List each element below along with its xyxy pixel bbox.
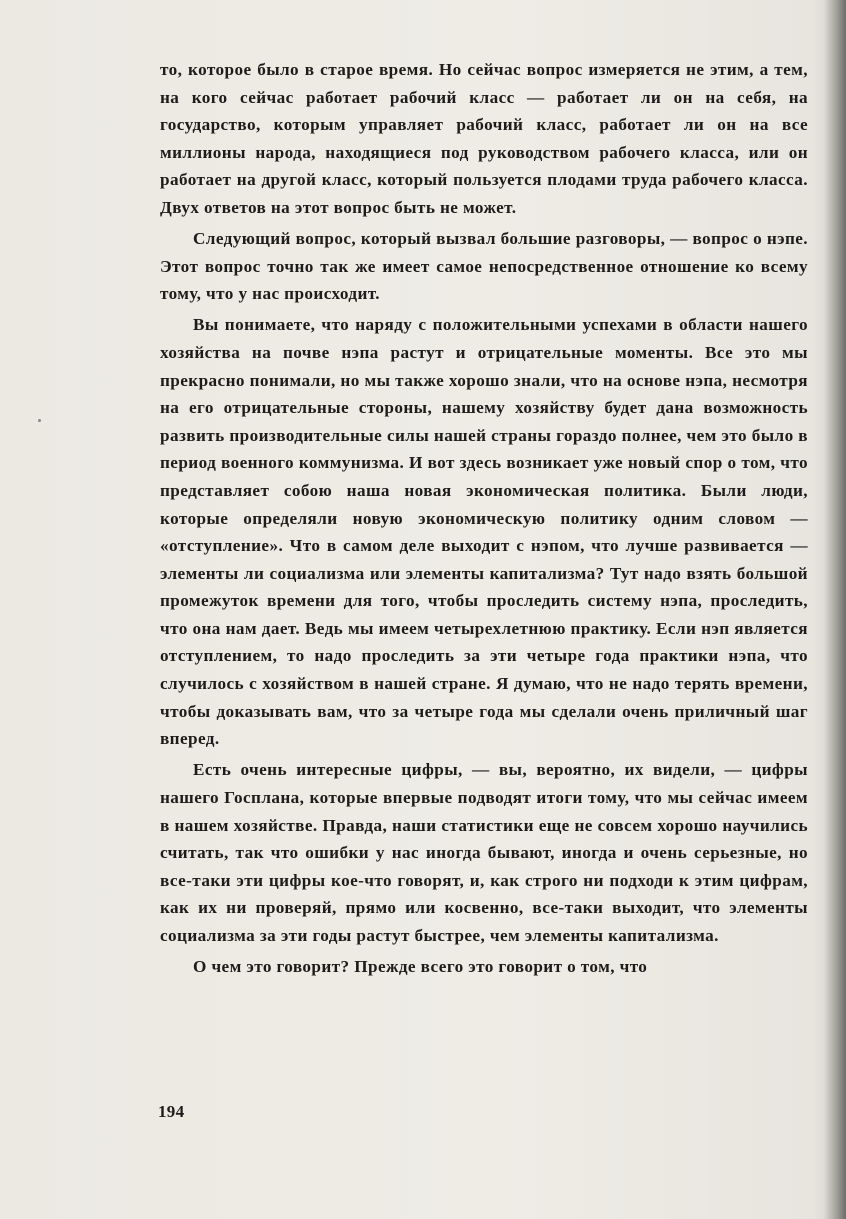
- book-spine-shadow: [824, 0, 846, 1219]
- paragraph-2: Следующий вопрос, который вызвал большие разговоры, — вопрос о нэпе. Этот вопрос точно так же имеет самое непосредственное отношение ко всему тому, что у нас происходит.: [160, 229, 808, 304]
- page-number: 194: [158, 1102, 185, 1121]
- paragraph-5: О чем это говорит? Прежде всего это говорит о том, что: [193, 957, 648, 976]
- paragraph-1: то, которое было в старое время. Но сейчас вопрос измеряется не этим, а тем, на кого сейчас работает рабочий класс — работает ли он на себя, на государство, которым управляет рабочий класс, работает ли он на все миллионы народа, находящиеся под руководством рабочего класса, или он работает на другой класс, который пользуется плодами труда рабочего класса. Двух ответов на этот вопрос быть не может.: [160, 60, 808, 217]
- paper-speck: [38, 419, 41, 422]
- paragraph-3: Вы понимаете, что наряду с положительными успехами в области нашего хозяйства на почве нэпа растут и отрицательные моменты. Все это мы прекрасно понимали, но мы также хорошо знали, что на основе нэпа, несмотря на его отрицательные стороны, нашему хозяйству будет дана возможность развить производительные силы нашей страны гораздо полнее, чем это было в период военного коммунизма. И вот здесь возникает уже новый спор о том, что представляет собою наша новая экономическая политика. Были люди, которые определяли новую экономическую политику одним словом — «отступление». Что в самом деле выходит с нэпом, что лучше развивается — элементы ли социализма или элементы капитализма? Тут надо взять большой промежуток времени для того, чтобы проследить систему нэпа, проследить, что она нам дает. Ведь мы имеем четырехлетнюю практику. Если нэп является отступлением, то надо проследить за эти четыре года практики нэпа, что случилось с хозяйством в нашей стране. Я думаю, что не надо терять времени, чтобы доказывать вам, что за четыре года мы сделали очень приличный шаг вперед.: [160, 315, 808, 749]
- body-text: [160, 56, 808, 984]
- paragraph-4: Есть очень интересные цифры, — вы, вероятно, их видели, — цифры нашего Госплана, которые впервые подводят итоги тому, что мы сейчас имеем в нашем хозяйстве. Правда, наши статистики еще не совсем хорошо научились считать, так что ошибки у нас иногда бывают, иногда и очень серьезные, но все-таки эти цифры кое-что говорят, и, как строго ни подходи к этим цифрам, как их ни проверяй, прямо или косвенно, все-таки выходит, что элементы социализма за эти годы растут быстрее, чем элементы капитализма.: [160, 760, 808, 945]
